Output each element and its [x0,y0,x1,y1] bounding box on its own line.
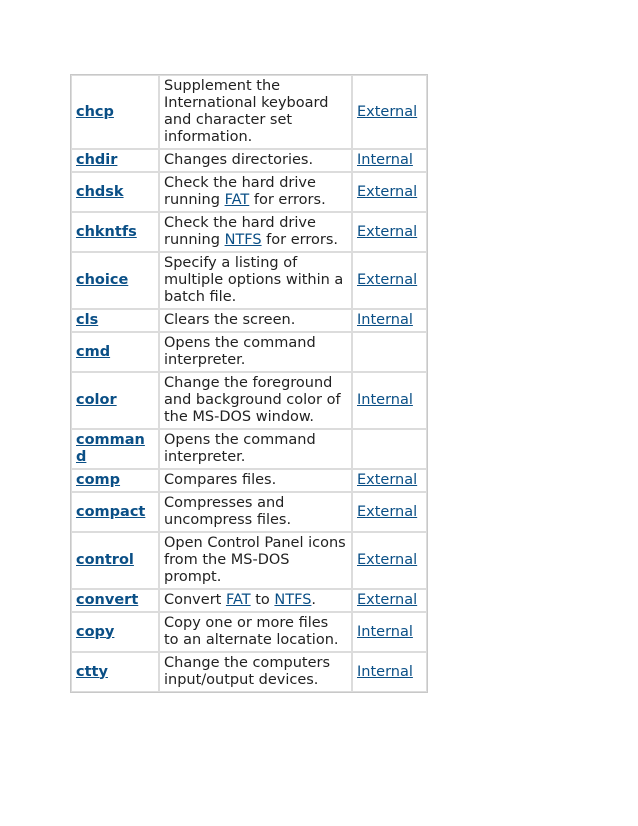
description-text: Copy one or more files to an alternate location. [164,615,339,648]
type-cell [352,75,427,149]
description-text: Specify a listing of multiple options within a batch file. [164,255,344,305]
type-link[interactable]: Internal [357,392,413,408]
description-cell [159,429,352,469]
description-text: Opens the command interpreter. [164,335,316,368]
command-link[interactable]: ctty [76,663,108,680]
description-text: for errors. [249,192,326,208]
type-cell [352,652,427,692]
table-row [71,652,427,692]
command-link[interactable]: copy [76,623,115,640]
type-cell [352,149,427,172]
table-row [71,492,427,532]
type-link[interactable]: External [357,503,418,520]
description-text: Compresses and uncompress files. [164,495,292,528]
table-row [71,212,427,252]
description-link[interactable]: FAT [224,192,250,208]
description-cell [159,252,352,309]
description-cell [159,372,352,429]
description-cell [159,532,352,589]
command-link[interactable]: cmd [76,343,111,360]
description-text: to [250,592,275,608]
description-text: Change the foreground and background color of the MS-DOS window. [164,375,341,425]
command-link[interactable]: command [76,432,145,465]
type-cell [352,589,427,612]
command-cell [71,429,159,469]
type-cell [352,172,427,212]
command-cell [71,75,159,149]
description-text: Clears the screen. [164,312,296,328]
type-cell [352,532,427,589]
command-cell [71,589,159,612]
command-link[interactable]: comp [76,472,121,488]
type-link[interactable]: External [357,272,418,288]
description-cell [159,652,352,692]
table-row [71,532,427,589]
command-cell [71,212,159,252]
description-cell [159,75,352,149]
description-link[interactable]: NTFS [224,232,262,248]
type-link[interactable]: Internal [357,623,413,640]
command-link[interactable]: control [76,552,134,568]
table-row [71,372,427,429]
command-cell [71,492,159,532]
command-link[interactable]: choice [76,272,129,288]
description-text: Changes directories. [164,152,314,168]
table-row [71,589,427,612]
command-link[interactable]: chkntfs [76,223,137,240]
description-cell [159,172,352,212]
command-cell [71,652,159,692]
type-link[interactable]: Internal [357,663,413,680]
description-text: for errors. [261,232,339,248]
description-text: Check the hard drive running [164,215,316,248]
command-link[interactable]: color [76,392,117,408]
type-cell [352,492,427,532]
description-cell [159,612,352,652]
command-cell [71,612,159,652]
description-text: Compares files. [164,472,277,488]
command-table [70,74,428,693]
type-cell [352,252,427,309]
description-cell [159,309,352,332]
command-link[interactable]: chdir [76,152,118,168]
type-link[interactable]: Internal [357,152,413,168]
table-row [71,75,427,149]
command-cell [71,532,159,589]
type-link[interactable]: External [357,472,418,488]
command-cell [71,372,159,429]
table-row [71,252,427,309]
description-text: Opens the command interpreter. [164,432,316,465]
description-link[interactable]: NTFS [274,592,312,608]
type-cell [352,429,427,469]
type-cell [352,372,427,429]
description-link[interactable]: FAT [225,592,251,608]
command-cell [71,149,159,172]
type-link[interactable]: External [357,592,418,608]
command-link[interactable]: chdsk [76,183,124,200]
description-cell [159,149,352,172]
description-text: Supplement the International keyboard and character set information. [164,78,329,145]
description-cell [159,469,352,492]
command-cell [71,469,159,492]
command-cell [71,309,159,332]
type-cell [352,612,427,652]
type-link[interactable]: External [357,103,418,120]
table-row [71,309,427,332]
command-link[interactable]: chcp [76,103,114,120]
description-text: Convert [164,592,226,608]
table-row [71,172,427,212]
type-link[interactable]: Internal [357,312,413,328]
type-link[interactable]: External [357,552,418,568]
command-table-body [71,75,427,692]
table-row [71,429,427,469]
command-cell [71,332,159,372]
type-link[interactable]: External [357,183,418,200]
command-cell [71,172,159,212]
description-cell [159,492,352,532]
description-text: Change the computers input/output devices. [164,655,331,688]
table-row [71,332,427,372]
command-link[interactable]: convert [76,592,139,608]
description-cell [159,212,352,252]
command-cell [71,252,159,309]
type-link[interactable]: External [357,223,418,240]
type-cell [352,469,427,492]
type-cell [352,332,427,372]
table-row [71,149,427,172]
description-text: . [311,592,317,608]
type-cell [352,309,427,332]
table-row [71,612,427,652]
description-text: Check the hard drive running [164,175,316,208]
table-row [71,469,427,492]
command-link[interactable]: cls [76,312,99,328]
type-cell [352,212,427,252]
description-cell [159,589,352,612]
description-text: Open Control Panel icons from the MS-DOS prompt. [164,535,346,585]
description-cell [159,332,352,372]
command-link[interactable]: compact [76,503,146,520]
